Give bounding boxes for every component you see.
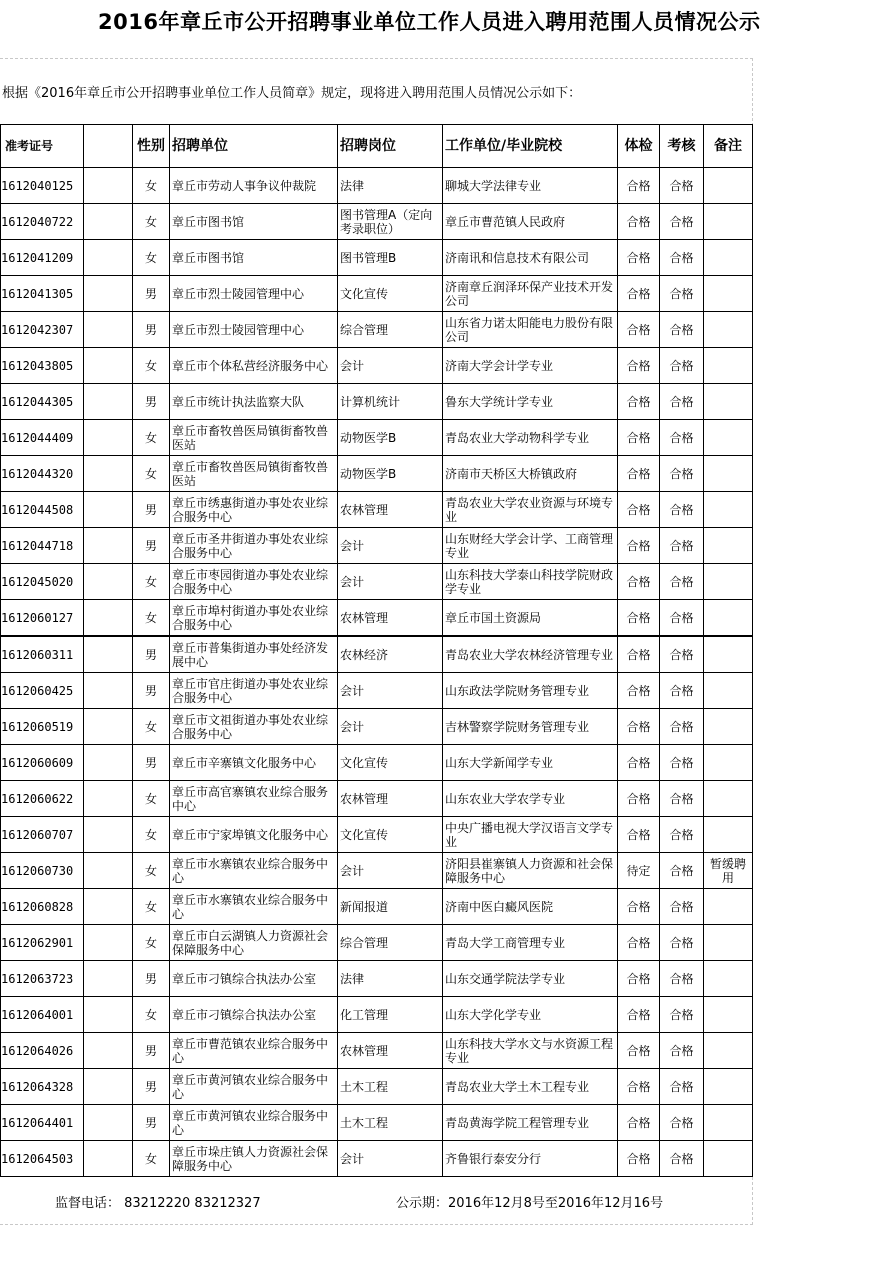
- cell-assess: 合格: [660, 781, 704, 817]
- cell-unit: 章丘市劳动人事争议仲裁院: [170, 168, 338, 204]
- cell-sex: 男: [133, 384, 170, 420]
- table-row: [1, 961, 753, 997]
- cell-sex: 男: [133, 1033, 170, 1069]
- cell-check: 待定: [618, 853, 660, 889]
- cell-sex: 男: [133, 528, 170, 564]
- cell-sex: 女: [133, 600, 170, 637]
- cell-name: [84, 600, 133, 637]
- cell-work: 青岛大学工商管理专业: [443, 925, 618, 961]
- cell-assess: 合格: [660, 312, 704, 348]
- cell-work: 章丘市国土资源局: [443, 600, 618, 637]
- cell-name: [84, 817, 133, 853]
- cell-name: [84, 673, 133, 709]
- cell-check: 合格: [618, 817, 660, 853]
- cell-post: 农林管理: [338, 1033, 443, 1069]
- cell-name: [84, 997, 133, 1033]
- cell-check: 合格: [618, 240, 660, 276]
- header-sex: 性别: [133, 125, 170, 168]
- cell-work: 山东省力诺太阳能电力股份有限公司: [443, 312, 618, 348]
- cell-post: 农林管理: [338, 492, 443, 528]
- cell-id: 1612064503: [1, 1141, 84, 1177]
- table-row: [1, 312, 753, 348]
- table-row: [1, 709, 753, 745]
- cell-sex: 女: [133, 204, 170, 240]
- cell-check: 合格: [618, 1069, 660, 1105]
- cell-check: 合格: [618, 709, 660, 745]
- cell-sex: 男: [133, 961, 170, 997]
- cell-unit: 章丘市水寨镇农业综合服务中心: [170, 889, 338, 925]
- cell-post: 农林管理: [338, 781, 443, 817]
- cell-id: 1612060425: [1, 673, 84, 709]
- cell-assess: 合格: [660, 925, 704, 961]
- cell-work: 山东科技大学泰山科技学院财政学专业: [443, 564, 618, 600]
- cell-id: 1612064026: [1, 1033, 84, 1069]
- cell-note: [704, 1033, 753, 1069]
- cell-unit: 章丘市刁镇综合执法办公室: [170, 997, 338, 1033]
- cell-id: 1612062901: [1, 925, 84, 961]
- cell-id: 1612060609: [1, 745, 84, 781]
- cell-work: 济南中医白癜风医院: [443, 889, 618, 925]
- cell-sex: 女: [133, 853, 170, 889]
- header-check: 体检: [618, 125, 660, 168]
- publicity-period: 公示期：2016年12月8号至2016年12月16号: [396, 1196, 664, 1211]
- results-table: [0, 124, 753, 1177]
- cell-post: 农林管理: [338, 600, 443, 637]
- cell-check: 合格: [618, 636, 660, 673]
- cell-post: 会计: [338, 1141, 443, 1177]
- header-name: [84, 125, 133, 168]
- cell-id: 1612060622: [1, 781, 84, 817]
- cell-note: [704, 997, 753, 1033]
- cell-assess: 合格: [660, 997, 704, 1033]
- cell-work: 青岛黄海学院工程管理专业: [443, 1105, 618, 1141]
- cell-assess: 合格: [660, 204, 704, 240]
- cell-name: [84, 1033, 133, 1069]
- cell-work: 济南章丘润泽环保产业技术开发公司: [443, 276, 618, 312]
- cell-assess: 合格: [660, 853, 704, 889]
- table-row: [1, 600, 753, 637]
- table-row: [1, 997, 753, 1033]
- cell-unit: 章丘市烈士陵园管理中心: [170, 312, 338, 348]
- table-row: [1, 745, 753, 781]
- cell-sex: 男: [133, 673, 170, 709]
- cell-unit: 章丘市普集街道办事处经济发展中心: [170, 636, 338, 673]
- table-body: [1, 168, 753, 1177]
- cell-unit: 章丘市图书馆: [170, 204, 338, 240]
- cell-work: 山东大学新闻学专业: [443, 745, 618, 781]
- cell-note: [704, 636, 753, 673]
- table-row: [1, 204, 753, 240]
- cell-note: [704, 564, 753, 600]
- table-row: [1, 168, 753, 204]
- cell-id: 1612044305: [1, 384, 84, 420]
- cell-sex: 女: [133, 564, 170, 600]
- cell-unit: 章丘市官庄街道办事处农业综合服务中心: [170, 673, 338, 709]
- cell-check: 合格: [618, 276, 660, 312]
- cell-assess: 合格: [660, 384, 704, 420]
- cell-note: [704, 925, 753, 961]
- cell-unit: 章丘市畜牧兽医局镇街畜牧兽医站: [170, 456, 338, 492]
- cell-assess: 合格: [660, 564, 704, 600]
- cell-assess: 合格: [660, 420, 704, 456]
- cell-unit: 章丘市文祖街道办事处农业综合服务中心: [170, 709, 338, 745]
- cell-unit: 章丘市图书馆: [170, 240, 338, 276]
- cell-id: 1612060127: [1, 600, 84, 637]
- cell-sex: 男: [133, 745, 170, 781]
- cell-assess: 合格: [660, 492, 704, 528]
- cell-name: [84, 276, 133, 312]
- cell-post: 法律: [338, 961, 443, 997]
- cell-check: 合格: [618, 600, 660, 637]
- cell-work: 青岛农业大学农业资源与环境专业: [443, 492, 618, 528]
- cell-work: 山东科技大学水文与水资源工程专业: [443, 1033, 618, 1069]
- cell-name: [84, 384, 133, 420]
- cell-assess: 合格: [660, 961, 704, 997]
- table-row: [1, 528, 753, 564]
- cell-name: [84, 709, 133, 745]
- cell-name: [84, 204, 133, 240]
- cell-note: [704, 204, 753, 240]
- cell-note: [704, 384, 753, 420]
- cell-sex: 女: [133, 817, 170, 853]
- cell-name: [84, 961, 133, 997]
- table-row: [1, 673, 753, 709]
- cell-id: 1612044409: [1, 420, 84, 456]
- cell-check: 合格: [618, 673, 660, 709]
- cell-id: 1612041209: [1, 240, 84, 276]
- cell-note: [704, 673, 753, 709]
- cell-unit: 章丘市白云湖镇人力资源社会保障服务中心: [170, 925, 338, 961]
- cell-id: 1612060707: [1, 817, 84, 853]
- cell-name: [84, 1141, 133, 1177]
- cell-work: 聊城大学法律专业: [443, 168, 618, 204]
- cell-check: 合格: [618, 961, 660, 997]
- cell-assess: 合格: [660, 673, 704, 709]
- cell-name: [84, 528, 133, 564]
- table-row: [1, 420, 753, 456]
- cell-post: 新闻报道: [338, 889, 443, 925]
- cell-unit: 章丘市畜牧兽医局镇街畜牧兽医站: [170, 420, 338, 456]
- cell-name: [84, 348, 133, 384]
- table-row: [1, 564, 753, 600]
- cell-post: 图书管理B: [338, 240, 443, 276]
- cell-id: 1612040125: [1, 168, 84, 204]
- cell-check: 合格: [618, 1033, 660, 1069]
- header-unit: 招聘单位: [170, 125, 338, 168]
- cell-sex: 女: [133, 348, 170, 384]
- cell-unit: 章丘市辛寨镇文化服务中心: [170, 745, 338, 781]
- table-row: [1, 240, 753, 276]
- cell-sex: 男: [133, 636, 170, 673]
- cell-unit: 章丘市高官寨镇农业综合服务中心: [170, 781, 338, 817]
- table-row: [1, 1105, 753, 1141]
- cell-work: 青岛农业大学动物科学专业: [443, 420, 618, 456]
- cell-work: 青岛农业大学农林经济管理专业: [443, 636, 618, 673]
- cell-sex: 女: [133, 781, 170, 817]
- cell-id: 1612060828: [1, 889, 84, 925]
- cell-assess: 合格: [660, 1141, 704, 1177]
- cell-assess: 合格: [660, 600, 704, 637]
- cell-note: [704, 420, 753, 456]
- cell-note: [704, 456, 753, 492]
- header-post: 招聘岗位: [338, 125, 443, 168]
- cell-sex: 女: [133, 240, 170, 276]
- cell-post: 化工管理: [338, 997, 443, 1033]
- cell-work: 齐鲁银行泰安分行: [443, 1141, 618, 1177]
- cell-assess: 合格: [660, 817, 704, 853]
- cell-unit: 章丘市绣惠街道办事处农业综合服务中心: [170, 492, 338, 528]
- cell-check: 合格: [618, 348, 660, 384]
- cell-assess: 合格: [660, 348, 704, 384]
- cell-post: 综合管理: [338, 925, 443, 961]
- cell-id: 1612044718: [1, 528, 84, 564]
- cell-unit: 章丘市垛庄镇人力资源社会保障服务中心: [170, 1141, 338, 1177]
- cell-unit: 章丘市宁家埠镇文化服务中心: [170, 817, 338, 853]
- header-work: 工作单位/毕业院校: [443, 125, 618, 168]
- cell-sex: 男: [133, 276, 170, 312]
- cell-note: [704, 709, 753, 745]
- cell-name: [84, 745, 133, 781]
- cell-name: [84, 925, 133, 961]
- table-row: [1, 384, 753, 420]
- page-title: 2016年章丘市公开招聘事业单位工作人员进入聘用范围人员情况公示: [98, 10, 761, 34]
- cell-post: 土木工程: [338, 1105, 443, 1141]
- cell-sex: 男: [133, 492, 170, 528]
- cell-unit: 章丘市曹范镇农业综合服务中心: [170, 1033, 338, 1069]
- cell-id: 1612044320: [1, 456, 84, 492]
- cell-assess: 合格: [660, 528, 704, 564]
- cell-note: [704, 1141, 753, 1177]
- cell-note: [704, 492, 753, 528]
- cell-post: 会计: [338, 709, 443, 745]
- cell-post: 会计: [338, 853, 443, 889]
- cell-sex: 女: [133, 168, 170, 204]
- cell-assess: 合格: [660, 1033, 704, 1069]
- cell-post: 图书管理A（定向考录职位）: [338, 204, 443, 240]
- table-header-row: [1, 125, 753, 168]
- cell-work: 济南市天桥区大桥镇政府: [443, 456, 618, 492]
- cell-work: 山东农业大学农学专业: [443, 781, 618, 817]
- table-row: [1, 276, 753, 312]
- cell-id: 1612042307: [1, 312, 84, 348]
- cell-id: 1612063723: [1, 961, 84, 997]
- cell-note: [704, 276, 753, 312]
- cell-note: [704, 1105, 753, 1141]
- cell-unit: 章丘市个体私营经济服务中心: [170, 348, 338, 384]
- cell-assess: 合格: [660, 636, 704, 673]
- cell-name: [84, 420, 133, 456]
- cell-note: [704, 745, 753, 781]
- cell-sex: 女: [133, 925, 170, 961]
- cell-sex: 男: [133, 1069, 170, 1105]
- cell-id: 1612064001: [1, 997, 84, 1033]
- cell-post: 会计: [338, 673, 443, 709]
- cell-check: 合格: [618, 997, 660, 1033]
- cell-sex: 男: [133, 1105, 170, 1141]
- cell-sex: 女: [133, 1141, 170, 1177]
- cell-note: [704, 312, 753, 348]
- cell-id: 1612064401: [1, 1105, 84, 1141]
- table-row: [1, 636, 753, 673]
- cell-assess: 合格: [660, 456, 704, 492]
- cell-sex: 女: [133, 889, 170, 925]
- cell-note: [704, 348, 753, 384]
- cell-name: [84, 240, 133, 276]
- cell-unit: 章丘市黄河镇农业综合服务中心: [170, 1105, 338, 1141]
- cell-assess: 合格: [660, 276, 704, 312]
- cell-post: 文化宣传: [338, 817, 443, 853]
- cell-unit: 章丘市埠村街道办事处农业综合服务中心: [170, 600, 338, 637]
- cell-check: 合格: [618, 528, 660, 564]
- cell-work: 山东财经大学会计学、工商管理专业: [443, 528, 618, 564]
- cell-unit: 章丘市黄河镇农业综合服务中心: [170, 1069, 338, 1105]
- cell-check: 合格: [618, 745, 660, 781]
- cell-id: 1612060519: [1, 709, 84, 745]
- cell-note: [704, 961, 753, 997]
- cell-name: [84, 312, 133, 348]
- header-id: 准考证号: [1, 125, 84, 168]
- cell-unit: 章丘市统计执法监察大队: [170, 384, 338, 420]
- table-row: [1, 492, 753, 528]
- cell-sex: 男: [133, 312, 170, 348]
- cell-id: 1612044508: [1, 492, 84, 528]
- cell-check: 合格: [618, 168, 660, 204]
- cell-note: [704, 600, 753, 637]
- cell-assess: 合格: [660, 1069, 704, 1105]
- supervision-phone: 监督电话： 83212220 83212327: [55, 1196, 261, 1211]
- cell-work: 济南大学会计学专业: [443, 348, 618, 384]
- cell-post: 农林经济: [338, 636, 443, 673]
- cell-unit: 章丘市圣井街道办事处农业综合服务中心: [170, 528, 338, 564]
- cell-work: 山东交通学院法学专业: [443, 961, 618, 997]
- cell-unit: 章丘市水寨镇农业综合服务中心: [170, 853, 338, 889]
- table-row: [1, 1141, 753, 1177]
- cell-check: 合格: [618, 492, 660, 528]
- cell-assess: 合格: [660, 709, 704, 745]
- cell-work: 鲁东大学统计学专业: [443, 384, 618, 420]
- cell-check: 合格: [618, 1141, 660, 1177]
- cell-sex: 女: [133, 709, 170, 745]
- table-row: [1, 1033, 753, 1069]
- header-note: 备注: [704, 125, 753, 168]
- cell-work: 山东政法学院财务管理专业: [443, 673, 618, 709]
- cell-check: 合格: [618, 456, 660, 492]
- cell-note: [704, 240, 753, 276]
- table-row: [1, 853, 753, 889]
- cell-assess: 合格: [660, 745, 704, 781]
- header-assess: 考核: [660, 125, 704, 168]
- cell-post: 文化宣传: [338, 276, 443, 312]
- intro-text: 根据《2016年章丘市公开招聘事业单位工作人员简章》规定，现将进入聘用范围人员情况公示如下：: [2, 86, 582, 101]
- cell-check: 合格: [618, 1105, 660, 1141]
- table-row: [1, 456, 753, 492]
- cell-check: 合格: [618, 564, 660, 600]
- cell-post: 法律: [338, 168, 443, 204]
- cell-check: 合格: [618, 384, 660, 420]
- cell-check: 合格: [618, 312, 660, 348]
- cell-assess: 合格: [660, 1105, 704, 1141]
- cell-post: 会计: [338, 528, 443, 564]
- cell-id: 1612060730: [1, 853, 84, 889]
- cell-work: 吉林警察学院财务管理专业: [443, 709, 618, 745]
- cell-name: [84, 456, 133, 492]
- cell-assess: 合格: [660, 168, 704, 204]
- cell-post: 动物医学B: [338, 420, 443, 456]
- cell-note: 暂缓聘用: [704, 853, 753, 889]
- cell-id: 1612064328: [1, 1069, 84, 1105]
- cell-id: 1612045020: [1, 564, 84, 600]
- table-row: [1, 348, 753, 384]
- cell-check: 合格: [618, 204, 660, 240]
- table-row: [1, 817, 753, 853]
- cell-check: 合格: [618, 925, 660, 961]
- cell-check: 合格: [618, 420, 660, 456]
- cell-post: 动物医学B: [338, 456, 443, 492]
- cell-note: [704, 889, 753, 925]
- cell-name: [84, 636, 133, 673]
- cell-check: 合格: [618, 781, 660, 817]
- table-row: [1, 1069, 753, 1105]
- cell-id: 1612043805: [1, 348, 84, 384]
- cell-name: [84, 889, 133, 925]
- cell-name: [84, 1105, 133, 1141]
- cell-work: 济南讯和信息技术有限公司: [443, 240, 618, 276]
- cell-name: [84, 564, 133, 600]
- cell-name: [84, 1069, 133, 1105]
- cell-sex: 女: [133, 456, 170, 492]
- cell-post: 会计: [338, 564, 443, 600]
- cell-note: [704, 817, 753, 853]
- cell-work: 济阳县崔寨镇人力资源和社会保障服务中心: [443, 853, 618, 889]
- cell-work: 山东大学化学专业: [443, 997, 618, 1033]
- cell-sex: 女: [133, 420, 170, 456]
- cell-unit: 章丘市烈士陵园管理中心: [170, 276, 338, 312]
- cell-post: 计算机统计: [338, 384, 443, 420]
- cell-id: 1612041305: [1, 276, 84, 312]
- cell-post: 土木工程: [338, 1069, 443, 1105]
- cell-check: 合格: [618, 889, 660, 925]
- cell-post: 文化宣传: [338, 745, 443, 781]
- cell-work: 中央广播电视大学汉语言文学专业: [443, 817, 618, 853]
- cell-work: 青岛农业大学土木工程专业: [443, 1069, 618, 1105]
- cell-unit: 章丘市刁镇综合执法办公室: [170, 961, 338, 997]
- cell-post: 会计: [338, 348, 443, 384]
- cell-id: 1612060311: [1, 636, 84, 673]
- cell-name: [84, 781, 133, 817]
- cell-sex: 女: [133, 997, 170, 1033]
- cell-work: 章丘市曹范镇人民政府: [443, 204, 618, 240]
- cell-note: [704, 528, 753, 564]
- cell-assess: 合格: [660, 889, 704, 925]
- cell-name: [84, 853, 133, 889]
- cell-note: [704, 781, 753, 817]
- cell-note: [704, 1069, 753, 1105]
- table-row: [1, 781, 753, 817]
- cell-unit: 章丘市枣园街道办事处农业综合服务中心: [170, 564, 338, 600]
- cell-post: 综合管理: [338, 312, 443, 348]
- cell-note: [704, 168, 753, 204]
- cell-name: [84, 492, 133, 528]
- cell-assess: 合格: [660, 240, 704, 276]
- table-row: [1, 925, 753, 961]
- cell-id: 1612040722: [1, 204, 84, 240]
- table-row: [1, 889, 753, 925]
- cell-name: [84, 168, 133, 204]
